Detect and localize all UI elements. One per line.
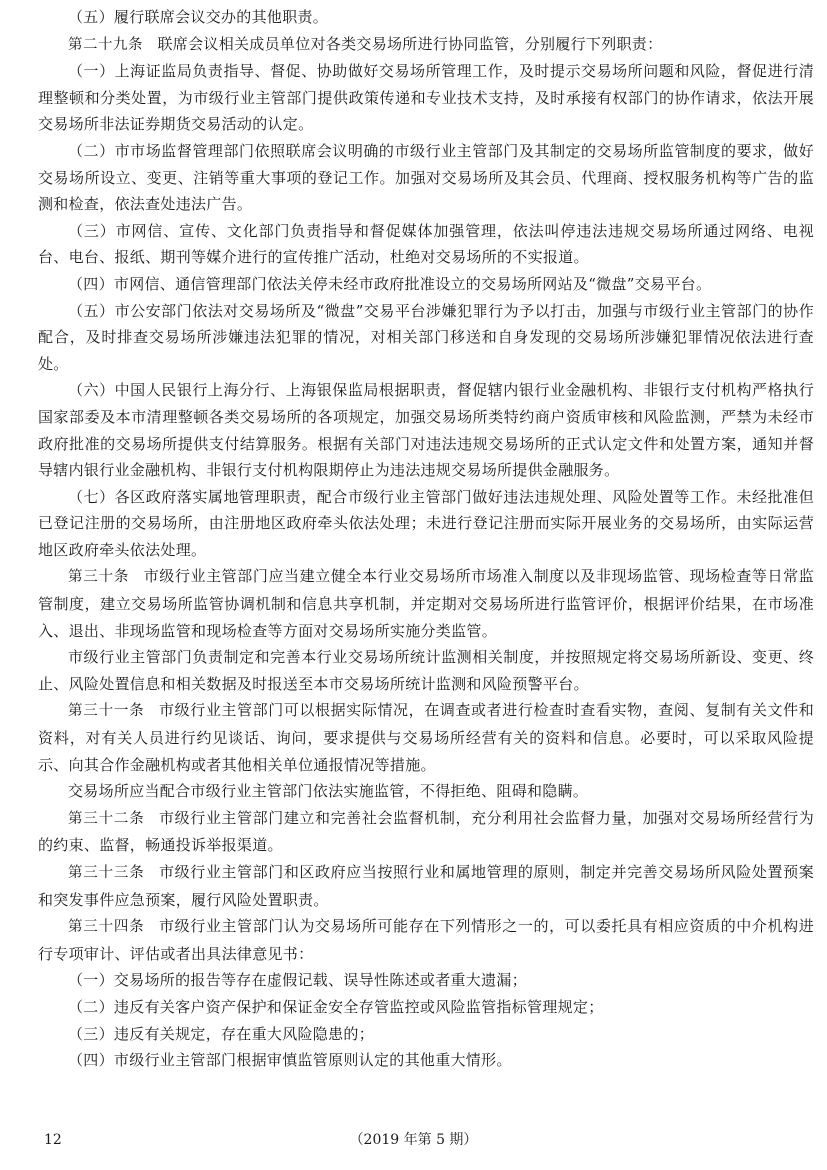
article-number: 第二十九条 [68,36,143,53]
paragraph-text: （四）市级行业主管部门根据审慎监管原则认定的其他重大情形。 [68,1051,512,1070]
paragraph [38,697,814,778]
article-number: 第三十四条 [68,919,145,936]
page-number: 12 [44,1132,62,1148]
paragraph [38,994,814,1021]
paragraph-text: 市级行业主管部门可以根据实际情况，在调查或者进行检查时查看实物，查阅、复制有关文件和资料，对有关人员进行约见谈话、询问，要求提供与交易场所经营有关的资料和信息。必要时，可以采取风险提示、向其合作金融机构或者其他相关单位通报情况等措施。 [38,701,815,774]
paragraph-text: （二）市市场监督管理部门依照联席会议明确的市级行业主管部门及其制定的交易场所监管制度的要求，做好交易场所设立、变更、注销等重大事项的登记工作。加强对交易场所及其会员、代理商、授权服务机构等广告的监测和检查，依法查处违法广告。 [38,141,814,214]
paragraph [38,563,814,644]
document-body [38,4,814,1074]
paragraph-text: （一）交易场所的报告等存在虚假记载、误导性陈述或者重大遗漏； [68,971,528,990]
paragraph-text: （五）市公安部门依法对交易场所及“微盘”交易平台涉嫌犯罪行为予以打击，加强与市级行业主管部门的协作配合，及时排查交易场所涉嫌违法犯罪的情况，对相关部门移送和自身发现的交易场所涉嫌犯罪情况依法进行查处。 [38,301,814,373]
article-number: 第三十二条 [68,810,145,827]
paragraph [38,859,814,913]
paragraph-text: 联席会议相关成员单位对各类交易场所进行协同监管，分别履行下列职责： [157,34,663,53]
paragraph-text: 市级行业主管部门认为交易场所可能存在下列情形之一的，可以委托具有相应资质的中介机构进行专项审计、评估或者出具法律意见书： [38,917,815,963]
paragraph [38,298,814,378]
paragraph [38,218,814,271]
issue-label: （2019 年第 5 期） [349,1132,478,1148]
paragraph-text: （二）违反有关客户资产保护和保证金安全存管监控或风险监管指标管理规定； [68,997,604,1016]
paragraph-text: （六）中国人民银行上海分行、上海银保监局根据职责，督促辖内银行业金融机构、非银行支付机构严格执行国家部委及本市清理整顿各类交易场所的各项规定，加强交易场所类特约商户资质审核和风险监测，严禁为未经市政府批准的交易场所提供支付结算服务。根据有关部门对违法违规交易场所的正式认定文件和处置方案，通知并督导辖内银行业金融机构、非银行支付机构限期停止为违法违规交易场所提供金融服务。 [38,381,814,480]
article-number: 第三十一条 [68,703,145,720]
paragraph [38,913,814,967]
paragraph [38,484,814,564]
paragraph-text: 市级行业主管部门应当建立健全本行业交易场所市场准入制度以及非现场监管、现场检查等日常监管制度，建立交易场所监管协调机制和信息共享机制，并定期对交易场所进行监管评价，根据评价结果，在市场准入、退出、非现场监管和现场检查等方面对交易场所实施分类监管。 [38,567,815,640]
paragraph [38,1047,814,1074]
paragraph-text: （五）履行联席会议交办的其他职责。 [68,8,329,26]
paragraph [38,1021,814,1048]
paragraph [38,778,814,805]
paragraph-text: （三）市网信、宣传、文化部门负责指导和督促媒体加强管理，依法叫停违法违规交易场所通过网络、电视台、电台、报纸、期刊等媒介进行的宣传推广活动，杜绝对交易场所的不实报道。 [38,221,814,267]
paragraph [38,377,814,483]
paragraph [38,58,814,138]
paragraph [38,271,814,298]
paragraph [38,31,814,59]
paragraph [38,4,814,31]
paragraph [38,644,814,697]
paragraph-text: （三）违反有关规定，存在重大风险隐患的； [68,1024,375,1043]
paragraph [38,967,814,994]
paragraph-text: （一）上海证监局负责指导、督促、协助做好交易场所管理工作，及时提示交易场所问题和风险，督促进行清理整顿和分类处置，为市级行业主管部门提供政策传递和专业技术支持，及时承接有权部门的协作请求，依法开展交易场所非法证券期货交易活动的认定。 [38,62,814,134]
paragraph [38,805,814,859]
paragraph-text: （四）市网信、通信管理部门依法关停未经市政府批准设立的交易场所网站及“微盘”交易平台。 [68,274,712,293]
paragraph-text: 交易场所应当配合市级行业主管部门依法实施监管，不得拒绝、阻碍和隐瞒。 [68,782,589,801]
paragraph-text: 市级行业主管部门建立和完善社会监督机制，充分利用社会监督力量，加强对交易场所经营行为的约束、监督，畅通投诉举报渠道。 [38,808,815,855]
article-number: 第三十三条 [68,865,145,881]
paragraph-text: 市级行业主管部门负责制定和完善本行业交易场所统计监测相关制度，并按照规定将交易场所新设、变更、终止、风险处置信息和相关数据及时报送至本市交易场所统计监测和风险预警平台。 [38,648,814,693]
article-number: 第三十条 [68,569,130,586]
paragraph-text: 市级行业主管部门和区政府应当按照行业和属地管理的原则，制定并完善交易场所风险处置预案和突发事件应急预案，履行风险处置职责。 [38,863,815,909]
page-footer [0,1128,827,1152]
paragraph [38,138,814,218]
paragraph-text: （七）各区政府落实属地管理职责，配合市级行业主管部门做好违法违规处理、风险处置等工作。未经批准但已登记注册的交易场所，由注册地区政府牵头依法处理；未进行登记注册而实际开展业务的交易场所，由实际运营地区政府牵头依法处理。 [38,487,814,559]
